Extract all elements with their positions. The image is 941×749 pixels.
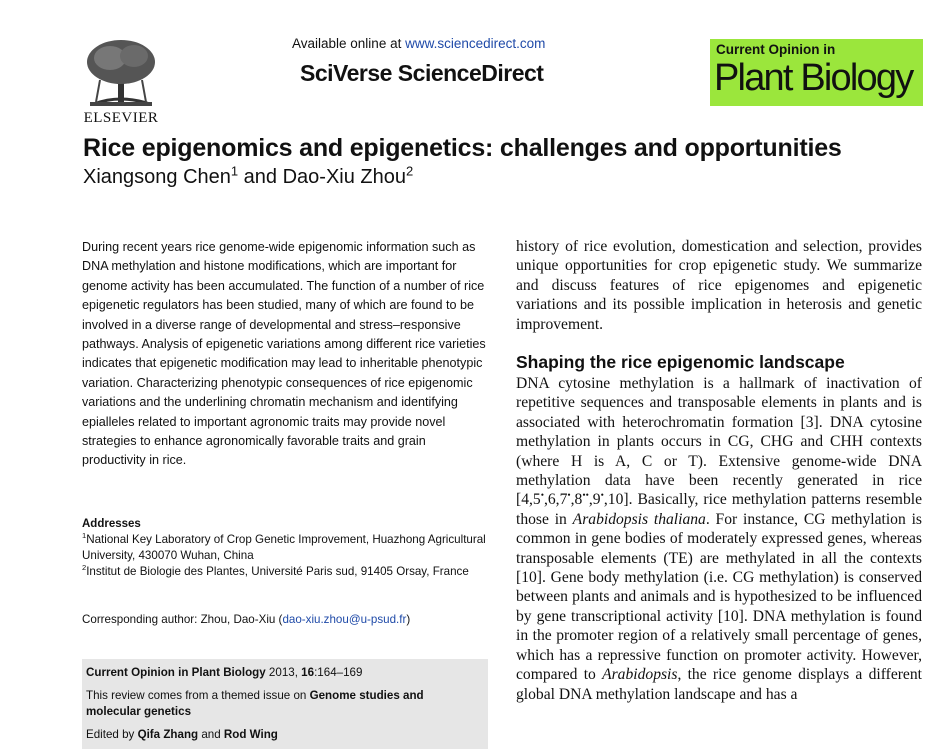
- intro-paragraph: [516, 237, 922, 334]
- body-paragraph: [516, 374, 922, 704]
- corresponding-label: Corresponding author: Zhou, Dao-Xiu (: [82, 613, 283, 626]
- journal-badge-top: Current Opinion in: [716, 42, 836, 57]
- corresponding-author: [82, 613, 410, 626]
- edited-and: and: [198, 728, 224, 741]
- author-2: Dao-Xiu Zhou: [282, 166, 407, 188]
- corresponding-email-link[interactable]: dao-xiu.zhou@u-psud.fr: [282, 613, 407, 626]
- recommendation-dot: ••: [582, 491, 589, 502]
- theme-name: Genome studies and molecular genetics: [86, 689, 424, 718]
- section-heading: Shaping the rice epigenomic landscape: [516, 352, 845, 372]
- journal-badge-main: Plant Biology: [714, 57, 913, 99]
- article-title: Rice epigenomics and epigenetics: challenges and opportunities: [83, 134, 842, 162]
- author-2-affiliation: 2: [406, 163, 414, 179]
- abstract-text: During recent years rice genome-wide epigenomic information such as DNA methylation and histone modifications, which are important for genome activity has been accumulated. The function of a number of rice epigenetic regulators has been studied, many of which are found to be involved in a diverse range of developmental and stress–responsive pathways. Analysis of epigenetic variations among different rice varieties indicates that epigenetic modification may lead to inheritable phenotypic variation. Characterizing phenotypic consequences of rice epigenomic variations and the underlining chromatin mechanism and identifying epialleles related to important agronomic traits may provide novel strategies to enhance agronomically favorable traits and grain productivity in rice.: [82, 240, 486, 468]
- corresponding-close: ): [406, 613, 411, 626]
- publisher-name: ELSEVIER: [83, 110, 159, 126]
- editor-2: Rod Wing: [223, 728, 278, 741]
- available-prefix: Available online at: [292, 36, 406, 51]
- available-online-line: [292, 36, 545, 51]
- body-part-3: ,8: [570, 491, 583, 509]
- body-text: [516, 374, 922, 704]
- author-1-affiliation: 1: [230, 163, 239, 179]
- article-info-box: [82, 659, 488, 749]
- body-part-1: DNA cytosine methylation is a hallmark of inactivation of repetitive sequences and transposable elements in plants and is associated with heterochromatin formation [3]. DNA cytosine methylation in plants occurs in CG, CHG and CHH contexts (where H is A, C or T). Extensive genome-wide DNA methylation data have been recently generated in rice [4,5: [516, 375, 922, 509]
- intro-text: history of rice evolution, domestication and selection, provides unique opportunities for crop epigenetic study. We summarize and discuss features of rice epigenomes and epigenetic variations and its possible implication in heterosis and genetic improvement.: [516, 238, 922, 333]
- addresses-heading: Addresses: [82, 518, 141, 530]
- citation-journal: Current Opinion in Plant Biology: [86, 666, 266, 679]
- theme-line: [86, 688, 476, 720]
- address-1-text: National Key Laboratory of Crop Genetic Improvement, Huazhong Agricultural University, 430070 Wuhan, China: [82, 533, 486, 562]
- edited-by-line: [86, 727, 278, 743]
- recommendation-dot: •: [540, 491, 544, 502]
- address-2-text: Institut de Biologie des Plantes, Université Paris sud, 91405 Orsay, France: [86, 565, 469, 578]
- address-1-number: 1: [82, 531, 87, 541]
- body-part-5: ,10]. Basically, rice methylation patterns resemble those in: [516, 491, 922, 528]
- genus-name: Arabidopsis: [602, 666, 678, 684]
- address-2: [82, 564, 487, 580]
- body-part-7: , the rice genome displays a different global DNA methylation landscape and has a: [516, 666, 922, 703]
- citation-year: 2013,: [265, 666, 302, 679]
- address-2-number: 2: [82, 563, 87, 573]
- body-part-2: ,6,7: [543, 491, 568, 509]
- sciencedirect-link[interactable]: www.sciencedirect.com: [405, 36, 546, 51]
- address-1: [82, 532, 487, 564]
- body-part-6: . For instance, CG methylation is common in gene bodies of moderately expressed genes, whereas transposable elements (TE) are methylated in all the contexts [10]. Gene body methylation (i.e. CG methylation) is conserved between plants and animals and is hypothesized to be influenced by gene transcriptional activity [10]. DNA methylation is found in the promoter region of a relatively small percentage of genes, which has a repressive function on promoter activity. However, compared to: [516, 510, 922, 684]
- author-list: [83, 163, 414, 189]
- citation-pages: :164–169: [314, 666, 363, 679]
- editor-1: Qifa Zhang: [137, 728, 199, 741]
- recommendation-dot: •: [567, 491, 571, 502]
- author-1: Xiangsong Chen: [83, 166, 231, 188]
- species-name: Arabidopsis thaliana: [572, 510, 706, 528]
- edited-prefix: Edited by: [86, 728, 138, 741]
- citation-volume: 16: [301, 666, 315, 679]
- body-part-4: ,9: [588, 491, 601, 509]
- platform-name: SciVerse ScienceDirect: [300, 60, 544, 86]
- abstract: [82, 238, 487, 471]
- recommendation-dot: •: [600, 491, 604, 502]
- theme-prefix: This review comes from a themed issue on: [86, 689, 310, 702]
- citation-line: [86, 665, 362, 681]
- author-and: and: [238, 166, 283, 188]
- journal-badge: [710, 39, 923, 106]
